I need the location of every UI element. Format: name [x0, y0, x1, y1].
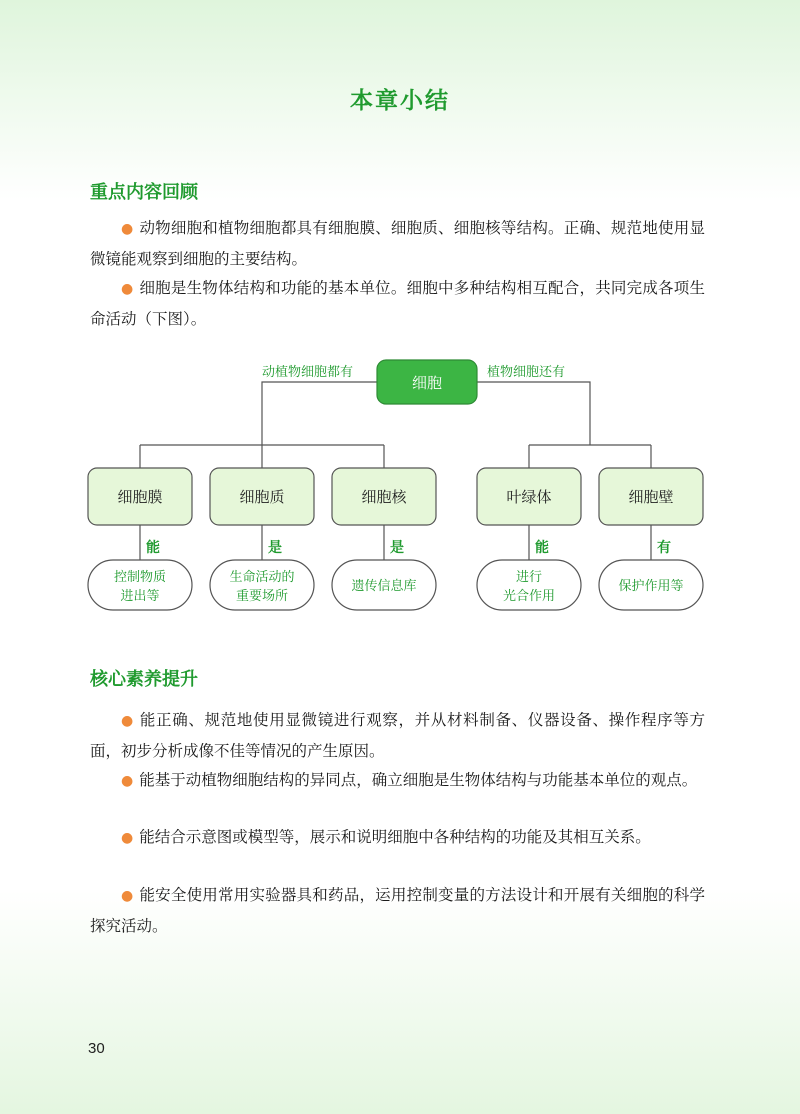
node-cytoplasm-label: 细胞质	[239, 488, 285, 506]
competence-bullet-4	[90, 880, 705, 941]
competence-bullet-2-text: 能基于动植物细胞结构的异同点，确立细胞是生物体结构与功能基本单位的观点。	[139, 771, 698, 789]
node-chloroplast-label: 叶绿体	[506, 488, 552, 506]
function-membrane-line-2: 进出等	[120, 589, 160, 604]
section-heading-core-competence: 核心素养提升	[90, 669, 198, 690]
function-cytoplasm-line-1: 生命活动的	[229, 570, 295, 585]
cell-structure-diagram	[0, 350, 800, 620]
function-cytoplasm-line-2: 重要场所	[235, 589, 289, 604]
competence-bullet-3	[90, 822, 705, 853]
function-cell-wall-line-1: 保护作用等	[618, 579, 684, 594]
function-nucleus-line-1: 遗传信息库	[351, 579, 417, 594]
node-cell-wall-label: 细胞壁	[628, 488, 674, 506]
left-branch-label: 动植物细胞都有	[262, 365, 354, 380]
node-nucleus-label: 细胞核	[361, 488, 407, 506]
competence-bullet-1	[90, 705, 705, 766]
node-cell-membrane-label: 细胞膜	[117, 488, 163, 506]
relation-nucleus: 是	[390, 540, 404, 556]
bullet-dot-icon: ●	[121, 281, 134, 297]
competence-bullet-4-text: 能安全使用常用实验器具和药品，运用控制变量的方法设计和开展有关细胞的科学探究活动。	[90, 886, 705, 935]
bullet-dot-icon: ●	[121, 221, 134, 237]
competence-bullet-3-text: 能结合示意图或模型等，展示和说明细胞中各种结构的功能及其相互关系。	[139, 828, 651, 846]
competence-bullet-2	[90, 765, 705, 796]
relation-cell-wall: 有	[657, 540, 671, 556]
bullet-dot-icon: ●	[121, 713, 134, 729]
left-branch-drops	[140, 445, 384, 468]
review-bullet-2	[90, 273, 705, 334]
function-chloroplast-line-1: 进行	[515, 570, 543, 585]
function-chloroplast-line-2: 光合作用	[502, 589, 556, 604]
section-heading-review: 重点内容回顾	[90, 182, 198, 203]
bullet-dot-icon: ●	[121, 888, 134, 904]
root-label: 细胞	[411, 374, 443, 392]
relation-chloroplast: 能	[535, 540, 549, 556]
review-bullet-1	[90, 213, 705, 274]
left-connector	[262, 382, 377, 445]
relation-membrane: 能	[146, 540, 160, 556]
right-branch-drops	[529, 445, 651, 468]
page-number: 30	[88, 1040, 105, 1057]
relation-cytoplasm: 是	[268, 540, 282, 556]
function-membrane-line-1: 控制物质	[113, 570, 167, 585]
bullet-dot-icon: ●	[121, 773, 134, 789]
page-title: 本章小结	[350, 88, 450, 114]
right-branch-label: 植物细胞还有	[487, 365, 566, 380]
competence-bullet-1-text: 能正确、规范地使用显微镜进行观察，并从材料制备、仪器设备、操作程序等方面，初步分析成像不佳等情况的产生原因。	[90, 711, 705, 760]
review-bullet-1-text: 动物细胞和植物细胞都具有细胞膜、细胞质、细胞核等结构。正确、规范地使用显微镜能观察到细胞的主要结构。	[90, 219, 705, 268]
bullet-dot-icon: ●	[121, 830, 134, 846]
review-bullet-2-text: 细胞是生物体结构和功能的基本单位。细胞中多种结构相互配合，共同完成各项生命活动（下图）。	[90, 279, 705, 328]
right-connector	[477, 382, 590, 445]
